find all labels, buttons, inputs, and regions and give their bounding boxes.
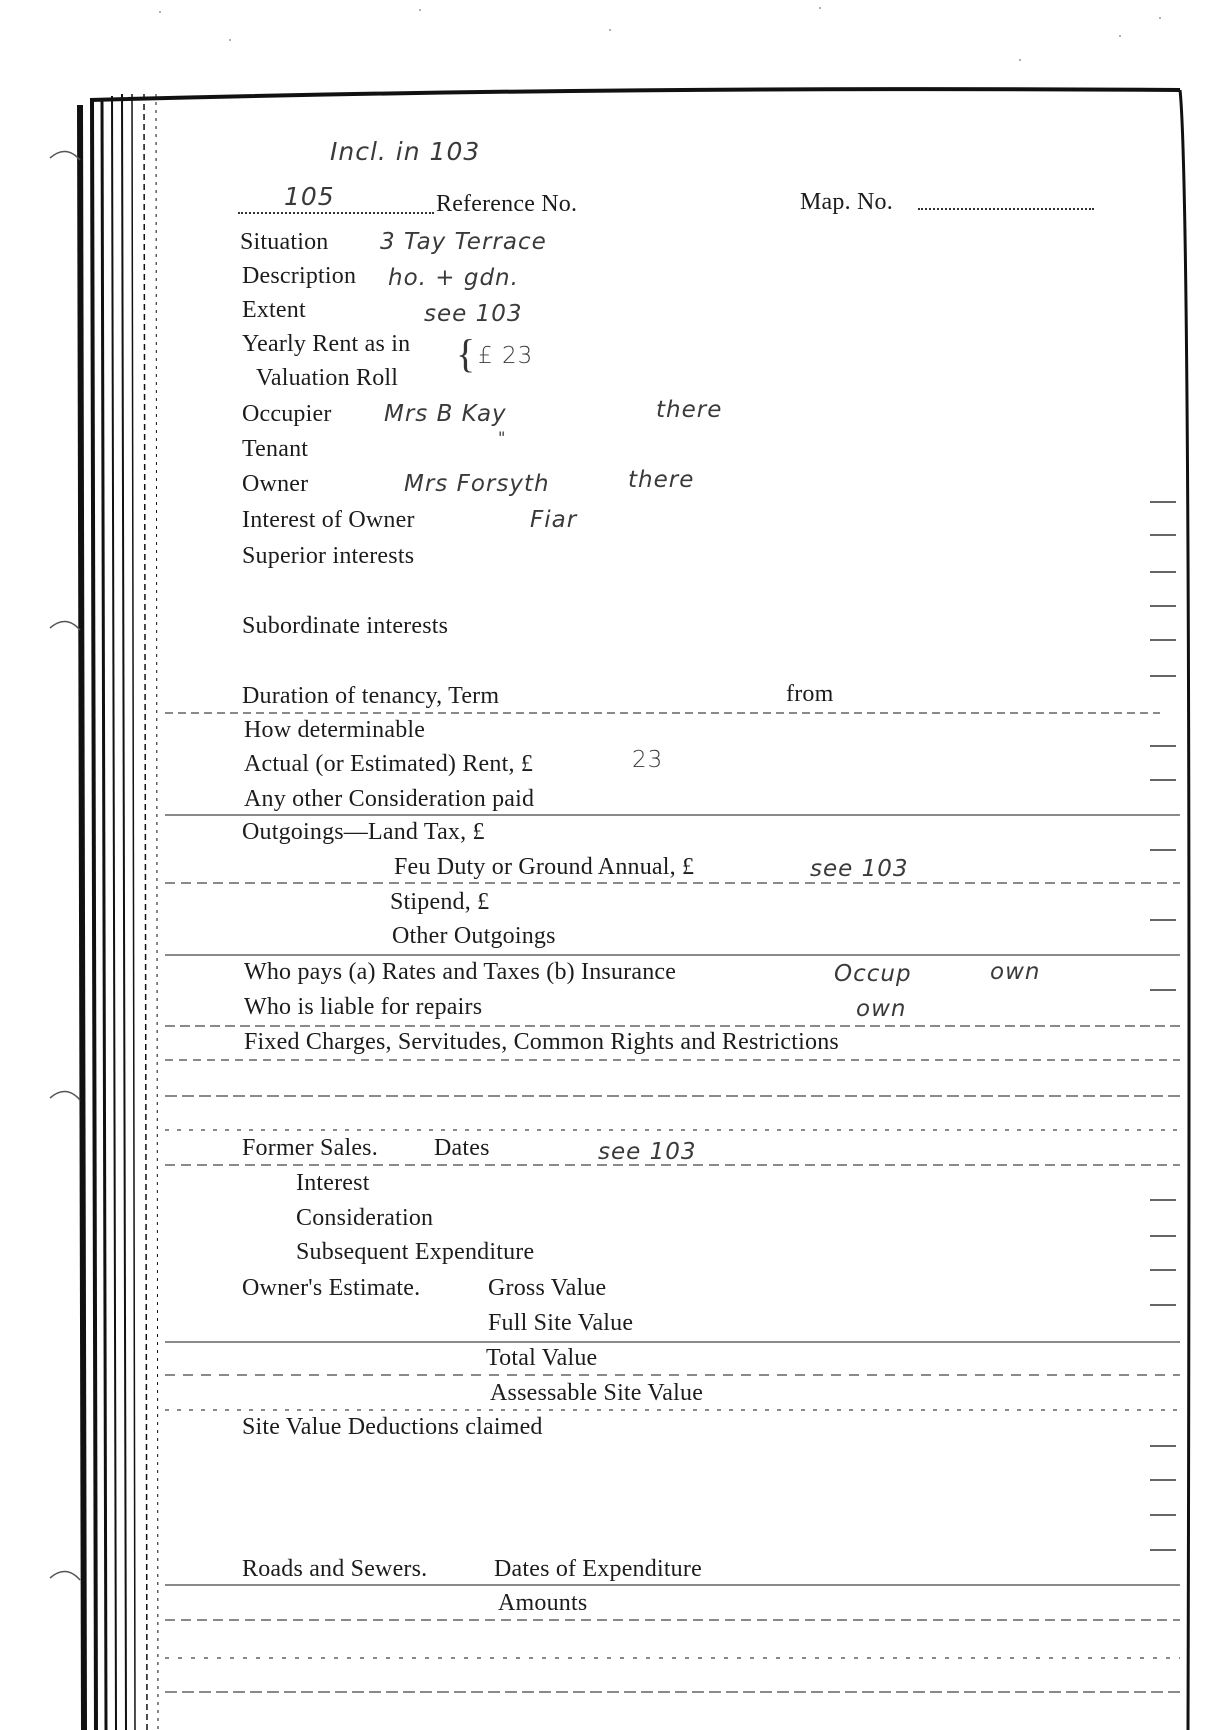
feu-duty-label: Feu Duty or Ground Annual, £	[394, 854, 695, 880]
reference-no-value: 105	[284, 182, 335, 211]
amounts-label: Amounts	[498, 1590, 588, 1616]
stipend-label: Stipend, £	[390, 889, 490, 915]
dates-of-expenditure-label: Dates of Expenditure	[494, 1556, 702, 1582]
former-sales-dates-value: see 103	[598, 1139, 697, 1165]
binding-edge	[80, 94, 158, 1730]
from-label: from	[786, 681, 834, 707]
repairs-value: own	[856, 996, 907, 1022]
full-site-value-label: Full Site Value	[488, 1310, 634, 1336]
yearly-rent-label-2: Valuation Roll	[256, 365, 399, 391]
subordinate-interests-label: Subordinate interests	[242, 613, 449, 639]
insurance-payer-value: own	[990, 959, 1041, 985]
map-label: Map. No.	[800, 189, 893, 215]
who-liable-label: Who is liable for repairs	[244, 994, 483, 1020]
how-determinable-label: How determinable	[244, 717, 426, 743]
description-value: ho. + gdn.	[388, 265, 519, 291]
subsequent-expenditure-label: Subsequent Expenditure	[296, 1239, 535, 1265]
interest-of-owner-label: Interest of Owner	[242, 507, 415, 533]
owner-address: there	[628, 467, 695, 493]
occupier-name: Mrs B Kay	[384, 401, 507, 427]
former-sales-label: Former Sales.	[242, 1135, 378, 1161]
tenant-ditto: "	[498, 428, 507, 447]
reference-label: Reference No.	[436, 191, 578, 217]
other-consideration-label: Any other Consideration paid	[244, 786, 535, 812]
fixed-charges-label: Fixed Charges, Servitudes, Common Rights and Restrictions	[244, 1029, 839, 1055]
situation-label: Situation	[240, 229, 329, 255]
map-dotline	[918, 208, 1094, 210]
yearly-rent-brace: {	[456, 331, 476, 376]
description-label: Description	[242, 263, 357, 289]
outgoings-land-tax-label: Outgoings—Land Tax, £	[242, 819, 485, 845]
other-outgoings-label: Other Outgoings	[392, 923, 556, 949]
duration-label: Duration of tenancy, Term	[242, 683, 500, 709]
interest-of-owner-value: Fiar	[530, 507, 578, 533]
who-pays-label: Who pays (a) Rates and Taxes (b) Insurance	[244, 959, 677, 985]
feu-duty-value: see 103	[810, 856, 909, 882]
actual-rent-value: 23	[632, 747, 664, 773]
right-border	[1180, 90, 1189, 1730]
extent-label: Extent	[242, 297, 306, 323]
situation-value: 3 Tay Terrace	[380, 229, 547, 255]
owners-estimate-label: Owner's Estimate.	[242, 1275, 421, 1301]
header-note: Incl. in 103	[330, 137, 481, 166]
extent-value: see 103	[424, 301, 523, 327]
owner-name: Mrs Forsyth	[404, 471, 550, 497]
dates-label: Dates	[434, 1135, 490, 1161]
actual-rent-label: Actual (or Estimated) Rent, £	[244, 751, 534, 777]
rates-payer-value: Occup	[834, 961, 912, 987]
assessable-site-value-label: Assessable Site Value	[490, 1380, 704, 1406]
owner-label: Owner	[242, 471, 309, 497]
roads-and-sewers-label: Roads and Sewers.	[242, 1556, 428, 1582]
top-border	[90, 89, 1180, 100]
occupier-address: there	[656, 397, 723, 423]
tenant-label: Tenant	[242, 436, 309, 462]
punch-marks	[50, 151, 80, 1580]
gross-value-label: Gross Value	[488, 1275, 607, 1301]
yearly-rent-value: £ 23	[478, 343, 534, 369]
occupier-label: Occupier	[242, 401, 332, 427]
yearly-rent-label-1: Yearly Rent as in	[242, 331, 411, 357]
superior-interests-label: Superior interests	[242, 543, 415, 569]
scan-speckle	[159, 7, 1161, 61]
consideration-label: Consideration	[296, 1205, 434, 1231]
site-value-deductions-label: Site Value Deductions claimed	[242, 1414, 543, 1440]
interest-label: Interest	[296, 1170, 370, 1196]
reference-dotline	[238, 212, 434, 214]
total-value-label: Total Value	[486, 1345, 598, 1371]
